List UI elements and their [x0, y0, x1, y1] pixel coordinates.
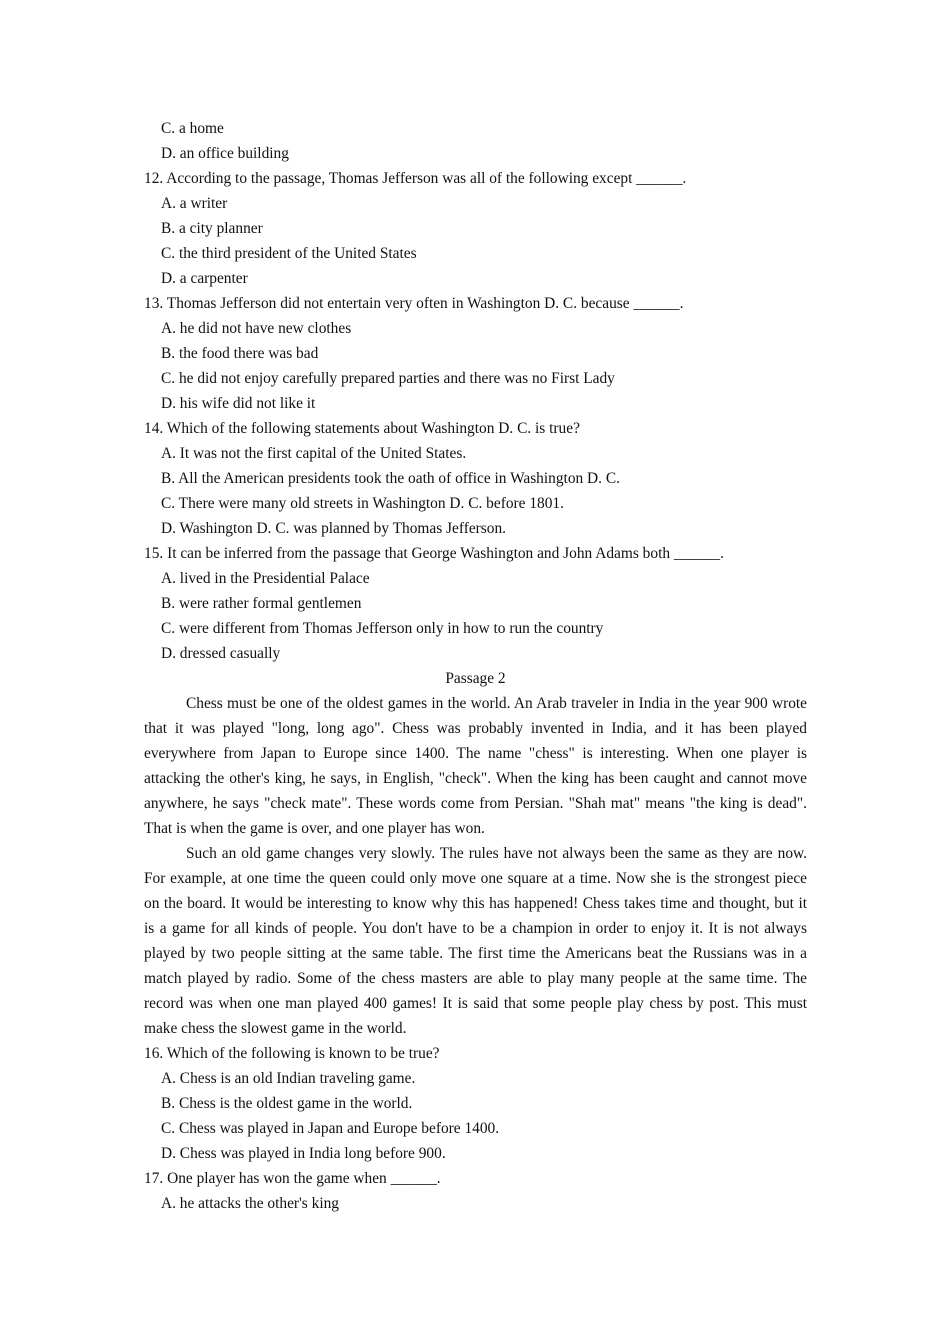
question-stem: 17. One player has won the game when ______.: [144, 1170, 441, 1187]
option-d: D. Chess was played in India long before 900.: [161, 1145, 446, 1162]
option-c: C. a home: [161, 120, 224, 137]
option-b: B. the food there was bad: [161, 345, 319, 362]
option-c: C. There were many old streets in Washington D. C. before 1801.: [161, 495, 564, 512]
option-b: B. were rather formal gentlemen: [161, 595, 362, 612]
question-stem: 12. According to the passage, Thomas Jefferson was all of the following except ______.: [144, 170, 687, 187]
question-stem: 13. Thomas Jefferson did not entertain very often in Washington D. C. because ______.: [144, 295, 684, 312]
exam-page: [144, 116, 807, 1216]
option-a: A. Chess is an old Indian traveling game.: [161, 1070, 416, 1087]
passage-paragraph: Such an old game changes very slowly. The rules have not always been the same as they are now. For example, at one time the queen could only move one square at a time. Now she is the strongest piece on the board. It would be interesting to know why this has happened! Chess takes time and thought, but it is a game for all kinds of people. You don't have to be a champion in order to enjoy it. It is not always played by two people sitting at the same table. The first time the Americans beat the Russians was in a match played by radio. Some of the chess masters are able to play many people at the same time. The record was when one man played 400 games! It is said that some people play chess by post. This must make chess the slowest game in the world.: [144, 845, 807, 1037]
option-d: D. an office building: [161, 145, 289, 162]
option-d: D. dressed casually: [161, 645, 281, 662]
option-a: A. It was not the first capital of the United States.: [161, 445, 467, 462]
option-b: B. All the American presidents took the oath of office in Washington D. C.: [161, 470, 620, 487]
question-13: [144, 291, 807, 416]
option-a: A. he attacks the other's king: [161, 1195, 340, 1212]
question-16: [144, 1041, 807, 1166]
question-14: [144, 416, 807, 541]
passage-2: [144, 666, 807, 1041]
option-b: B. Chess is the oldest game in the world.: [161, 1095, 413, 1112]
question-12: [144, 166, 807, 291]
option-c: C. the third president of the United States: [161, 245, 417, 262]
question-15: [144, 541, 807, 666]
option-c: C. Chess was played in Japan and Europe before 1400.: [161, 1120, 500, 1137]
passage-title: Passage 2: [445, 670, 506, 687]
question-stem: 14. Which of the following statements about Washington D. C. is true?: [144, 420, 580, 437]
question-17: [144, 1166, 807, 1216]
question-stem: 16. Which of the following is known to be true?: [144, 1045, 440, 1062]
option-a: A. a writer: [161, 195, 228, 212]
option-b: B. a city planner: [161, 220, 263, 237]
question-stem: 15. It can be inferred from the passage that George Washington and John Adams both ______.: [144, 545, 724, 562]
option-a: A. lived in the Presidential Palace: [161, 570, 370, 587]
option-d: D. his wife did not like it: [161, 395, 316, 412]
option-d: D. a carpenter: [161, 270, 248, 287]
option-d: D. Washington D. C. was planned by Thomas Jefferson.: [161, 520, 507, 537]
question-11-continued: [144, 116, 807, 166]
option-c: C. he did not enjoy carefully prepared parties and there was no First Lady: [161, 370, 615, 387]
option-a: A. he did not have new clothes: [161, 320, 352, 337]
option-c: C. were different from Thomas Jefferson only in how to run the country: [161, 620, 604, 637]
passage-paragraph: Chess must be one of the oldest games in the world. An Arab traveler in India in the year 900 wrote that it was played "long, long ago". Chess was probably invented in India, and it has been played everywhere from Japan to Europe since 1400. The name "chess" is interesting. When one player is attacking the other's king, he says, in English, "check". When the king has been caught and cannot move anywhere, he says "check mate". These words come from Persian. "Shah mat" means "the king is dead". That is when the game is over, and one player has won.: [144, 695, 807, 837]
